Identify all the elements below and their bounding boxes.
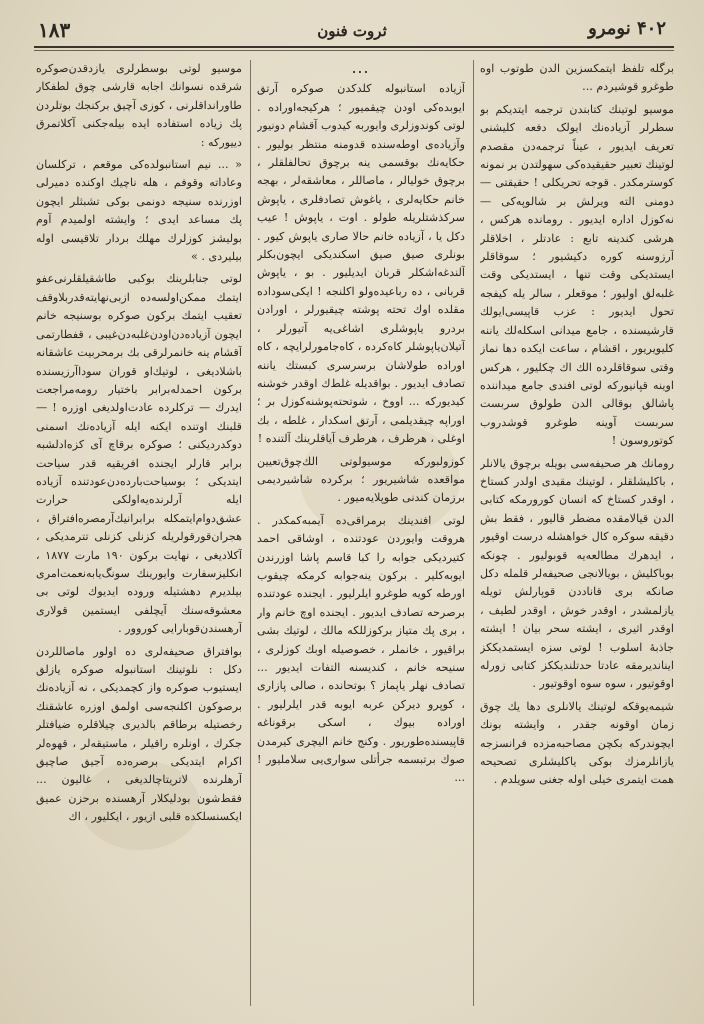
header-rule-thin	[34, 50, 674, 51]
column-middle	[257, 60, 465, 1006]
section-separator: ...	[352, 62, 370, 76]
paragraph: شیمه‌یوقکه لوتینك یالانلری دها یك چوق زمان اوقونه جقدر ، وایشته بونك ایچوندرکه بکچن مصاحبه‌مزده فرانسزجه یازانلرمزك بوکی یاکلیشلری تصحیحه همت ایتمری خیلی اوله جغنی سویلدم .	[480, 699, 674, 787]
paragraph: آزیاده استانبوله کلدکدن صوکره آرتق ایوبده‌کی اودن چیقمیور ؛ هرکیجه‌اوراده . لوتی کوندوزلری وایوربه کیدوب آقشام دونیور وآزیاده‌ی اوطه‌سنده قدومنه منتظر بولیور . حکایه‌نك بوقسمی ینه برچوق تحالفلقلر ، برچوق خولیالر ، ماصاللر ، معاشقه‌لر ، بهجه خانم حکایه‌لری ، یاغوش تصادفلری ، یاپوش سرکذشتلریله طولو . اوت ، یاپوش ! عیب دکل یا ، آزیاده خانم حالا صاری یاپوش کیور . بونلری صیق صیق اسکندیکی ایچون‌بکلر آلند‌غه‌اشکلر قربان ایدیلیور . بو ، یاپوش قربانی ، ده رباعیده‌ولو اکلنجه ! ایکی‌سوداده مقلده اوك تحته پوشته چیقیورلر ، اورادن بردرو یاپوشلری اشاغی‌یه آتیورلر ، آتیلان‌یاپوشلر کاه‌کرده ، کاه‌جامورلرایچه ، کاه اوراده طولاشان برسرسری کبستك یاننه تصادف ایدیور . بواقدیله‌ غلط‌ك اوقدر خوشنه کیدیورکه ... اووخ ، شوتحته‌پوشنه‌کوزل بر ؛ اوراپه چیقدیلمی ، آرتق اسکدار ، غلطه ، بك اوغلی ، هرطرف ، هرطرف آیاقلرینك آلتنده !	[257, 82, 465, 446]
page-header	[34, 16, 670, 50]
paragraph: « ... نیم استانبولده‌کی موقعم ، ترکلسان وعاداته وقوفم ، هله ناچیك اوکنده دمیرلی اوزرنده سنیجه دونمی بوکی تشبثلر ایچون پك مساعد ایدی ؛ وایشته اولمیدم آوم بولیشز کوزلرك مهلك بردار تلاقیسی اوله بیلیردی . »	[36, 158, 242, 264]
publication-title: ثروت فنون	[317, 22, 387, 40]
paragraph: موسیو لوتینك کتابندن ترجمه ایتدیکم بو سطرلر آزیاده‌نك ایولک دفعه کلیشنی تعریف ایدیور ، عیناً ترجمه‌دن مقصدم لوتینك تعبیر حقیقیده‌کی سهولتدن بر نمونه کوسترمکدر . قوجه تحریکلی ! حقیقتی — دومنی الته ویرلش بر شالوپه‌کی — نه‌کوزل اداره ایدیور . رومانده هرکس ، هرشی کندینه تابع : عادتلر ، اخلاقلر آرزوسنه کوره دکیشیور ؛ سوقاقلر ایستدیکی وقت تنها ، ایستدیکی وقت غلبه‌لق اولیور ؛ موقعلر ، سالر یله کیفجه تحول ایدیور : عزب قاپیسی‌ایولك قارشیسنده ، جامع میدانی اسکله‌لك یاننه کلیویریور ، اقشام ، ساعت ایکده دها نماز وقتی سوقاقلرده الك اك چکلیور ، هرکس اوینه قپانیورکه لوتی افندی جامع میداننده پاشالق بوقالی الدن طولوق سربست سربست آوینه طوغرو قوشدروب کوتوروسون !	[480, 102, 674, 448]
paragraph: کوزولبورکه موسیولوتی الك‌چوق‌تعیین مواقعده شاشیریور ؛ برکرده شاشیردیمی برزمان کندنی طوپلایه‌میور .	[257, 454, 465, 505]
paragraph: رومانك هر صحیفه‌سی بویله برچوق یالانلر ، باکلیشلقلر ، لوتینك مقیدی اولدر کستاخ ، اوقدر کستاخ که انسان کورورمکه کتابی الدن قیالامقده مضطر قالیور ، فقط بش دقیقه سوکره کال خواهشله درست اوقیور ، ایدهرك مطالعه‌یه قوبولیور . چونکه بوباکلیش ، بویالانجی صحیفه‌لر قلمله دکل صانکه بری قاناددن قوپارلش تویله یازلمشدر ، اوقدر خوش ، اوقدر لطیف ، اوقدر اثیری ، ایشته سحر بیان ! ایشته جاذبهٔ اسلوب ! لوتی سزه ایستمدیککز ایناندیرمقه عادتا حدتلندیککز کتابی زورله اوقوتیور ، سوه سوه اوقوتیور .	[480, 456, 674, 691]
paragraph: بوافتراق صحیفه‌لری ده اولور ماصاللردن دکل : نلوتینك استانبوله‌ صوکره یازلق ایستیوب صوکره واز کچمدیکی ، نه آزیاده‌نك برصوکون اکلنجه‌سی اولمق اوزره عاشقنك رخصتیله برطاقم بالدیری چیلاقلره ضیافتلر جکرك ، اونلره راقیلر ، ماستیقه‌لر ، قهوه‌لر اکرام ایتدیکی برصره‌ده آجیق صاچیق‌ آرهلرنده لاتریتا‌چالدیغی ، غالیون ... فقط‌شون بودلیکلار آرهسنده برحزن عمیق ایکسنسلکده قلبی ازیور ، ایکلیور ، اك	[36, 644, 242, 824]
column-left	[36, 60, 242, 1006]
column-right	[480, 60, 674, 1006]
paragraph: برگله تلفظ ایتمکسزین الدن طوتوب اوه طوغرو قوشیردم ...	[480, 62, 674, 94]
issue-number: ۴۰۲ نومرو	[588, 18, 666, 39]
header-rule	[34, 46, 674, 48]
paragraph: لوتی جنابلرینك بوکبی طاشقیلقلرنی‌عفو ایتمك ممکن‌اولسه‌ده‌ ازبی‌نهایته‌قدر‌بلا‌وقف تعقیب ایتمك برکون صوکره بوسنیجه خانم ایچون آزیاده‌دن‌اودن‌غلبه‌دن‌غیبی ، قفطارتمی آقشام ینه‌ خانمرلرقی بك برمحربیت‌ عاشقانه باشلادیغی ، لوتیك‌او قوران‌ سوداآرزیسنده برکون احمدله‌برابر باختیار رومه‌مراجعت ایدرك — ترکلرده عادت‌اولدیغی اوزره ! — قلبنك اوتنده ایکنه ایله آزیاده‌نك اسمنی دوکدردیکنی ؛ صوکره برقاچ‌ آی کزه‌ادلشبه برابر قارلر ایجنده افریقیه قدر سیاحت ایتدیکی ؛ بوسیاحت‌بارده‌دن‌عودتنده آزیاده ایله آرلرنده‌یه‌اولکی حرارت‌ عشق‌دوام‌ایتمکله برابر‌انیك‌آرمصره‌افتراق ، هجران‌قورقولریله کزنلی کزنلی تترمدیکی ، آکلادیغی ، نهایت برکون ۱۹۰ مارت ۱۸۷۷ ، انکلیزسفارت وایورینك سونگ‌یابه‌نعمت‌امری بیلدیرم دهشتیله وروده ایدیوك لوتی بی معشوقه‌سنك آیچلفی‌ ایستمین قولاری آرهسندن‌قوبارایی کوروور .	[36, 272, 242, 636]
column-divider	[473, 60, 474, 1006]
page-number: ۱۸۳	[38, 18, 71, 42]
paragraph: موسیو لوتی بوسطرلری یازدقدن‌صوکره شرقده نسوانك اجابه قارشی چوق لطفکار طاورانداقلرنی ، کوزی آچیق برکنجك بوتلردن پك زیاده استفاده ایده بیله‌جکنی آکلاتمرق دییورکه :	[36, 62, 242, 149]
paragraph: لوتی افندینك برمراقی‌ده آیمبه‌کمکدر . هروقت وایوردن عودتنده ، اوشاقی احمد کتیردیکی جوابه‌ را کبا قاسم‌ پاشا اوزرندن ایوبه‌کلیر . برکون ینه‌جوابه ‌کرمکه ‌چیقوب اورطه کویه طوغرو ایلرلیور . ایجنده عودتنده برصرحه‌ تصادف ایدیور . ایجنده اوچ خانم وار ، بری پك متیاز برکوزللکه مالك ، لوتیك بشی براقیور ، خانملر ، خصوصیله اوبك کوزلری ، سنیحه خانم ، کندیسنه التفات ایدیور ... تصادف نهلر یاپماز ؟ بوتحانده ، صالی پازاری ، کوپرو دیرکن عربه ایوبه قدر ایلرلیور . اوراده بیوك ، اسکی برقوناغه قاپیسنده‌طوریور . وکنج خانم‌ الیچری کیرمدن صوك برتبسمه جرأتلی سواری‌یی سلاملیور ! ...	[257, 513, 465, 785]
column-divider	[250, 60, 251, 1006]
